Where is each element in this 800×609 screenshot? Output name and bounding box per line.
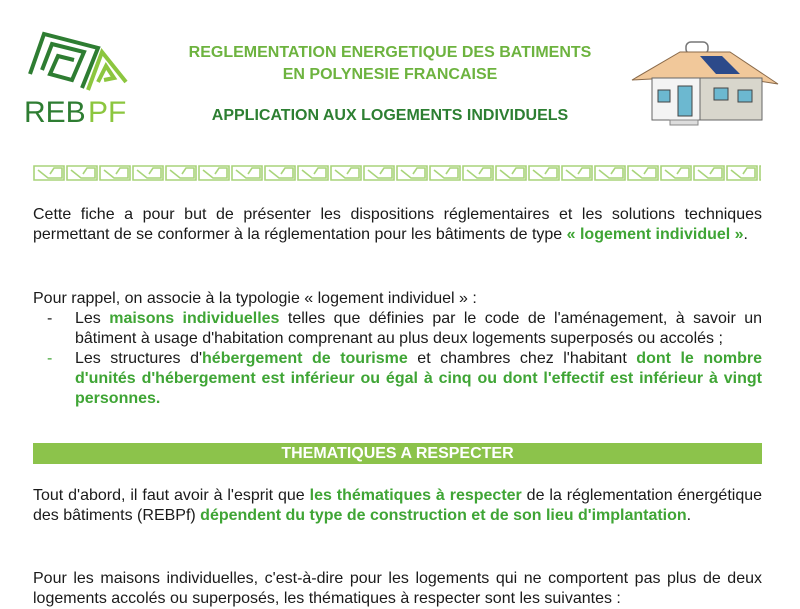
- text: .: [686, 507, 692, 524]
- highlight: dont le nombre d'unités d'hébergement est inférieur ou égal à cinq ou dont l'effectif est inférieur à vingt personnes.: [75, 350, 762, 407]
- text: Les structures d': [75, 350, 203, 367]
- maisons-paragraph: Pour les maisons individuelles, c'est-à-dire pour les logements qui ne comportent pas plus de deux logements accolés ou superposés, les thématiques à respecter sont les suivantes :: [33, 570, 762, 607]
- typology-list: [33, 309, 762, 409]
- rebpf-logo: [22, 26, 132, 126]
- text: Les: [75, 310, 110, 327]
- dash: -: [47, 310, 53, 327]
- title-line-1: REGLEMENTATION ENERGETIQUE DES BATIMENTS: [188, 44, 592, 61]
- thematiques-paragraph: [33, 486, 762, 526]
- document-subtitle: APPLICATION AUX LOGEMENTS INDIVIDUELS: [211, 107, 569, 124]
- dash: -: [47, 350, 53, 367]
- text: Cette fiche a pour but de présenter les dispositions réglementaires et les solutions techniques permettant de se conformer à la réglementation pour les bâtiments de type: [33, 206, 762, 243]
- highlight: hébergement de tourisme: [202, 350, 408, 367]
- rappel-text: Pour rappel, on associe à la typologie « logement individuel » :: [33, 290, 477, 307]
- highlight: « logement individuel »: [566, 226, 744, 243]
- highlight: maisons individuelles: [109, 310, 280, 327]
- intro-paragraph: [33, 205, 762, 245]
- text: telles que définies par le code de l'aménagement, à savoir un bâtiment à usage d'habitation comprenant au plus deux logements superposés ou accolés ;: [75, 310, 762, 347]
- text: et chambres chez l'habitant: [407, 350, 637, 367]
- text: .: [743, 226, 748, 243]
- document-title: [150, 42, 630, 86]
- house-illustration: [630, 40, 780, 130]
- list-item: [33, 309, 762, 349]
- svg-text:PF: PF: [88, 96, 127, 126]
- text: de la réglementation énergétique des bâtiments (REBPf): [33, 487, 763, 524]
- rappel-section: [33, 289, 762, 409]
- highlight: les thématiques à respecter: [309, 487, 522, 504]
- highlight: dépendent du type de construction et de son lieu d'implantation: [200, 507, 687, 524]
- title-line-2: EN POLYNESIE FRANCAISE: [282, 66, 498, 83]
- section-banner: THEMATIQUES A RESPECTER: [33, 443, 762, 464]
- svg-text:REB: REB: [24, 96, 86, 126]
- text: Tout d'abord, il faut avoir à l'esprit que: [33, 487, 310, 504]
- decorative-border: [33, 164, 761, 182]
- list-item: [33, 349, 762, 409]
